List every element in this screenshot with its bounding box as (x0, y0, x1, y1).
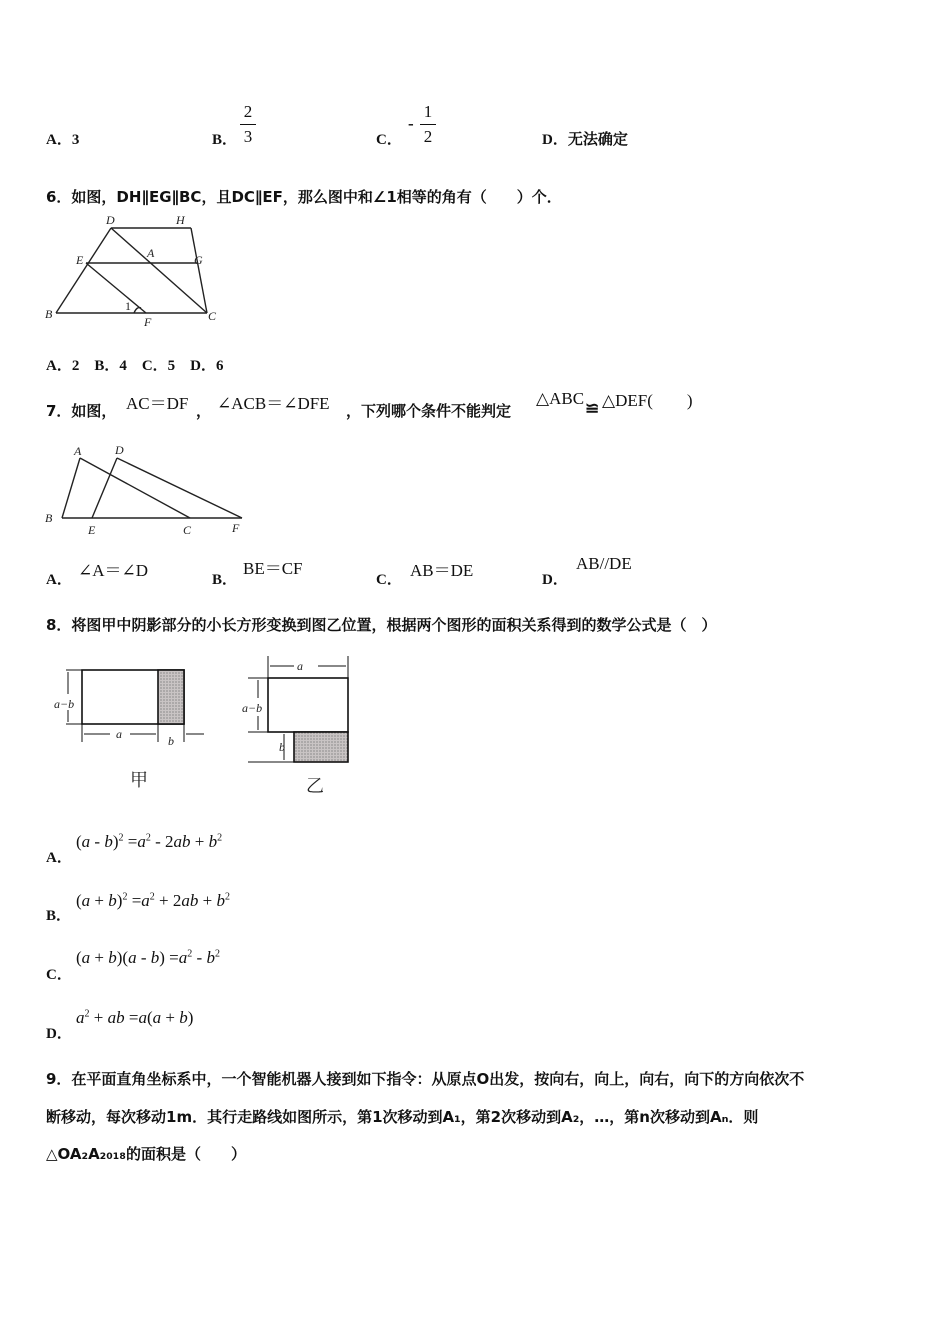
q7-label-d: D (115, 443, 124, 457)
q8-question: 8．将图甲中阴影部分的小长方形变换到图乙位置，根据两个图形的面积关系得到的数学公式是（ ） (46, 616, 717, 634)
q8-option-c-formula: $(a + b)(a - b) =a^2 - b^2$ (76, 948, 220, 967)
q8-option-c-letter: C． (46, 967, 72, 983)
q8-fig2-dim-b: b (279, 740, 285, 754)
q8-fig1-dim-b: b (168, 734, 174, 748)
q7-triangle-def: △DEF( ) (602, 391, 693, 410)
q7-label-a: A (74, 444, 82, 458)
q8-option-d-letter: D． (46, 1026, 72, 1042)
q7-triangle-abc: △ABC (536, 389, 585, 408)
q8-option-a-formula: $(a - b)^2 =a^2 - 2ab + b^2$ (76, 832, 223, 851)
q7-label-c: C (183, 523, 192, 537)
q7-comma: ， (196, 402, 212, 420)
q7-option-b-letter: B． (212, 572, 238, 588)
q8-fig2-dim-a: a (297, 659, 303, 673)
q8-fig2-dim-amb: a−b (242, 701, 263, 715)
q6-label-1: 1 (125, 299, 131, 313)
q7-option-a-letter: A． (46, 572, 72, 588)
q7-condition-2: ∠ACB＝∠DFE (217, 394, 330, 413)
q6-label-e: E (76, 253, 84, 267)
q8-option-b-letter: B． (46, 908, 72, 924)
q5-option-d: D．无法确定 (542, 132, 628, 148)
q8-option-b-formula: $(a + b)^2 =a^2 + 2ab + b^2$ (76, 891, 230, 910)
q5-option-c-fraction: 1 2 (420, 102, 436, 147)
q8-option-d-formula: $a^2$ + ab =a(a + b) (76, 1008, 194, 1027)
q9-line-1: 9．在平面直角坐标系中，一个智能机器人接到如下指令：从原点O出发，按向右，向上，向右，向下的方向依次不 (46, 1070, 805, 1088)
q6-label-c: C (208, 309, 217, 323)
q7-option-d-letter: D． (542, 572, 568, 588)
q7-option-c-letter: C． (376, 572, 402, 588)
q9-line-3: △OA₂A₂₀₁₈的面积是（ ） (46, 1145, 246, 1163)
q5-option-b-fraction: 2 3 (240, 102, 256, 147)
q6-figure (42, 212, 222, 332)
q5-option-c-letter: C． (376, 132, 402, 148)
q6-question: 6．如图，DH∥EG∥BC，且DC∥EF，那么图中和∠1相等的角有（ ）个． (46, 188, 562, 206)
q5-option-c-sign: - (408, 114, 414, 133)
q8-figures (40, 648, 380, 808)
q6-options: A．2 B．4 C．5 D．6 (46, 358, 224, 374)
q6-label-f: F (144, 315, 152, 329)
q8-fig1-dim-amb: a−b (54, 697, 75, 711)
q6-label-b: B (45, 307, 53, 321)
q7-congruent-sign: ≌ (585, 399, 600, 418)
q7-prefix: 7．如图， (46, 402, 117, 420)
q7-option-c: AB＝DE (410, 561, 474, 580)
q5-option-a: A．3 (46, 132, 80, 148)
q7-condition-1: AC＝DF (126, 394, 189, 413)
q7-option-d: AB//DE (576, 554, 632, 573)
q8-option-a-letter: A． (46, 850, 72, 866)
q6-label-g: G (194, 253, 203, 267)
q6-label-h: H (176, 213, 185, 227)
q8-fig2-label: 乙 (306, 776, 324, 797)
q6-label-d: D (106, 213, 115, 227)
q7-label-b: B (45, 511, 53, 525)
q9-line-2: 断移动，每次移动1m．其行走路线如图所示，第1次移动到A₁，第2次移动到A₂，…，第n次移动到Aₙ．则 (46, 1108, 759, 1126)
q7-option-a: ∠A＝∠D (78, 561, 149, 580)
q6-label-a: A (147, 246, 155, 260)
q7-label-e: E (88, 523, 96, 537)
q8-fig1-label: 甲 (130, 770, 148, 791)
q7-option-b: BE＝CF (243, 559, 303, 578)
q7-label-f: F (232, 521, 240, 535)
q7-question-middle: ，下列哪个条件不能判定 (346, 402, 512, 420)
q8-fig1-dim-a: a (116, 727, 122, 741)
q7-figure (42, 440, 257, 540)
q5-option-b-letter: B． (212, 132, 238, 148)
